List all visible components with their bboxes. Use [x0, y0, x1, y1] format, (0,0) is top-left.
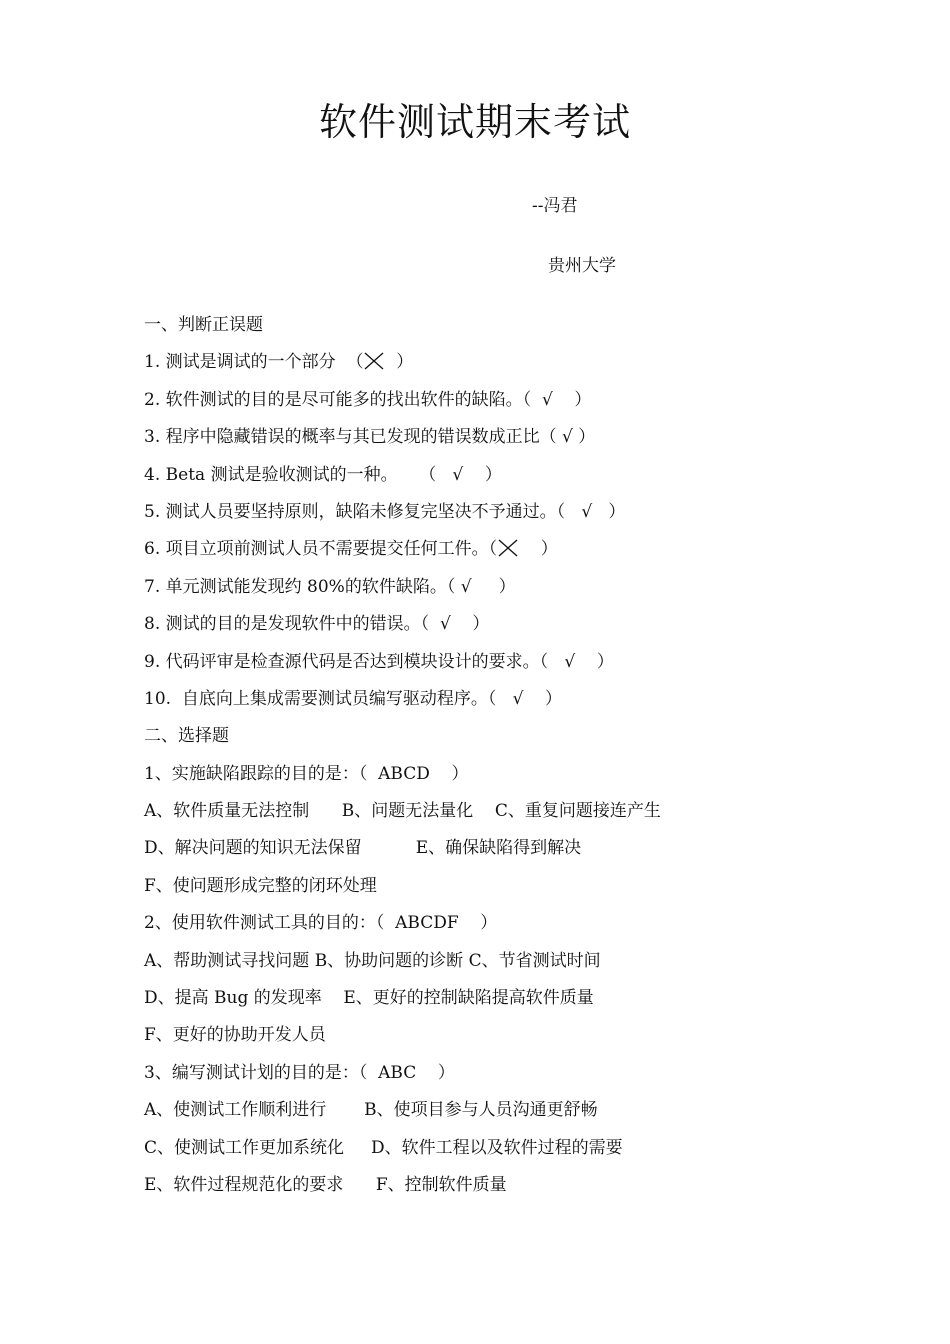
option: F、更好的协助开发人员 — [144, 1025, 326, 1046]
option: A、使测试工作顺利进行 — [144, 1100, 327, 1121]
option: D、解决问题的知识无法保留 — [144, 838, 362, 859]
option: E、确保缺陷得到解决 — [415, 838, 582, 859]
judgement-item — [144, 573, 844, 610]
document-title: 软件测试期末考试 — [318, 100, 631, 144]
option: C、节省测试时间 — [468, 950, 601, 971]
section-heading-judgement: 一、判断正误题 — [144, 315, 263, 335]
item-text: 软件测试的目的是尽可能多的找出软件的缺陷。 — [165, 389, 523, 410]
option-line — [144, 1134, 844, 1171]
close-paren: ） — [472, 614, 490, 635]
close-paren: ） — [578, 427, 596, 448]
option: D、软件工程以及软件过程的需要 — [371, 1137, 623, 1158]
close-paren: ） — [498, 576, 516, 597]
close-paren: ） — [484, 464, 502, 485]
option: A、帮助测试寻找问题 — [144, 950, 310, 971]
close-paren: ） — [540, 539, 558, 560]
judgement-item — [144, 498, 844, 535]
open-paren: （ — [556, 501, 566, 522]
close-paren: ） — [451, 763, 469, 784]
question-stem — [144, 760, 844, 797]
item-text: Beta 测试是验收测试的一种。 — [165, 464, 398, 485]
option-line — [144, 947, 844, 984]
option: B、协助问题的诊断 — [314, 950, 464, 971]
option-line — [144, 834, 844, 871]
judgement-item — [144, 648, 844, 685]
open-paren: （ — [539, 651, 549, 672]
option-line — [144, 797, 844, 834]
item-text: 项目立项前测试人员不需要提交任何工件。 — [165, 539, 489, 560]
judgement-item — [144, 423, 844, 460]
open-paren: （ — [419, 464, 437, 485]
question-text: 3、编写测试计划的目的是： — [144, 1062, 359, 1083]
item-number: 6. — [144, 539, 161, 560]
option: E、软件过程规范化的要求 — [144, 1174, 344, 1195]
option-line — [144, 1021, 844, 1058]
close-paren: ） — [545, 688, 563, 709]
author-name: --冯君 — [532, 196, 578, 216]
answer-check: √ — [452, 464, 464, 485]
cross-icon — [363, 351, 385, 371]
option-line — [144, 1171, 844, 1208]
option: B、使项目参与人员沟通更舒畅 — [364, 1100, 598, 1121]
item-text: 自底向上集成需要测试员编写驱动程序。 — [181, 688, 488, 709]
option-line — [144, 1096, 844, 1133]
option: F、使问题形成完整的闭环处理 — [144, 875, 377, 896]
judgement-item — [144, 348, 844, 385]
open-paren: （ — [522, 389, 532, 410]
answer-check: √ — [460, 576, 472, 597]
school-name: 贵州大学 — [548, 256, 616, 276]
answer-letters: ABC — [378, 1062, 417, 1083]
question-stem — [144, 909, 844, 946]
open-paren: （ — [446, 576, 456, 597]
open-paren: （ — [346, 352, 364, 373]
open-paren: （ — [375, 913, 385, 934]
item-number: 10. — [144, 688, 172, 709]
section-heading-choice: 二、选择题 — [144, 726, 229, 747]
answer-check: √ — [512, 688, 524, 709]
item-text: 程序中隐藏错误的概率与其已发现的错误数成正比 — [165, 427, 540, 448]
option-line — [144, 872, 844, 909]
answer-check: √ — [439, 614, 451, 635]
cross-icon — [497, 538, 519, 558]
open-paren: （ — [487, 688, 497, 709]
item-number: 8. — [144, 614, 161, 635]
close-paren: ） — [437, 1062, 455, 1083]
close-paren: ） — [608, 501, 626, 522]
item-number: 3. — [144, 427, 161, 448]
option: A、软件质量无法控制 — [144, 801, 310, 822]
item-number: 5. — [144, 501, 161, 522]
option: F、控制软件质量 — [375, 1174, 507, 1195]
item-number: 2. — [144, 389, 161, 410]
question-text: 1、实施缺陷跟踪的目的是： — [144, 763, 359, 784]
option: B、问题无法量化 — [341, 801, 474, 822]
item-number: 4. — [144, 464, 161, 485]
judgement-item — [144, 461, 844, 498]
open-paren: （ — [420, 614, 430, 635]
item-text: 测试人员要坚持原则，缺陷未修复完坚决不予通过。 — [165, 501, 557, 522]
item-text: 测试是调试的一个部分 — [165, 352, 336, 373]
question-stem — [144, 1059, 844, 1096]
option: C、使测试工作更加系统化 — [144, 1137, 345, 1158]
judgement-item — [144, 535, 844, 572]
close-paren: ） — [396, 352, 414, 373]
open-paren: （ — [539, 427, 557, 448]
item-number: 9. — [144, 651, 161, 672]
exam-body — [144, 311, 844, 1208]
answer-letters: ABCDF — [395, 913, 459, 934]
item-text: 测试的目的是发现软件中的错误。 — [165, 614, 421, 635]
answer-check: √ — [541, 389, 553, 410]
judgement-item — [144, 685, 844, 722]
answer-check: √ — [564, 651, 576, 672]
option-line — [144, 984, 844, 1021]
question-text: 2、使用软件测试工具的目的： — [144, 913, 376, 934]
item-text: 单元测试能发现约 80%的软件缺陷。 — [165, 576, 447, 597]
open-paren: （ — [488, 539, 498, 560]
close-paren: ） — [574, 389, 592, 410]
answer-letters: ABCD — [378, 763, 430, 784]
item-text: 代码评审是检查源代码是否达到模块设计的要求。 — [165, 651, 540, 672]
option: D、提高 Bug 的发现率 — [144, 988, 322, 1009]
option: C、重复问题接连产生 — [494, 801, 661, 822]
close-paren: ） — [596, 651, 614, 672]
judgement-item — [144, 610, 844, 647]
option: E、更好的控制缺陷提高软件质量 — [343, 988, 594, 1009]
open-paren: （ — [358, 763, 368, 784]
answer-check: √ — [581, 501, 593, 522]
judgement-item — [144, 386, 844, 423]
item-number: 7. — [144, 576, 161, 597]
close-paren: ） — [480, 913, 498, 934]
item-number: 1. — [144, 352, 161, 373]
answer-check: √ — [562, 427, 573, 448]
open-paren: （ — [358, 1062, 368, 1083]
